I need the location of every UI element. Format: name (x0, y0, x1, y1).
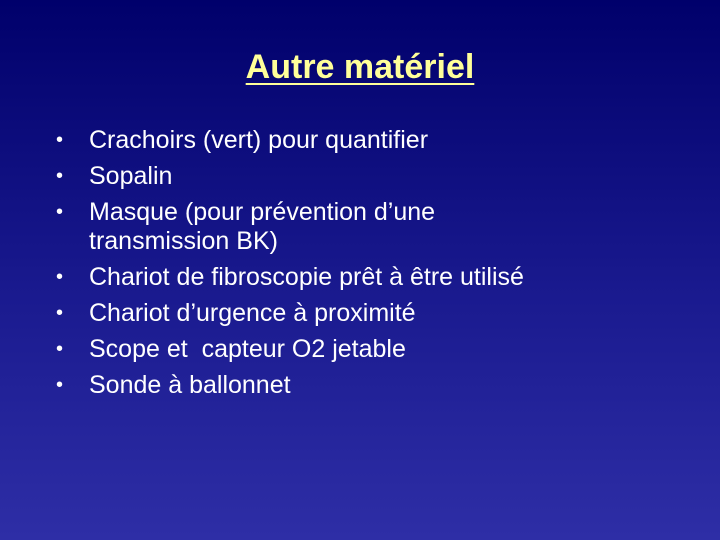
bullet-icon: • (56, 374, 64, 396)
list-item-text: Crachoirs (vert) pour quantifier (89, 126, 429, 154)
slide-title: Autre matériel (245, 48, 475, 86)
list-item-text: Chariot d’urgence à proximité (89, 299, 416, 327)
list-item-text: Scope et capteur O2 jetable (89, 335, 406, 363)
bullet-icon: • (56, 302, 64, 324)
list-item (56, 263, 696, 292)
list-item-text: Sopalin (89, 162, 173, 190)
bullet-icon: • (56, 266, 64, 288)
list-item (56, 162, 696, 191)
bullet-icon: • (56, 129, 64, 151)
list-item (56, 126, 696, 155)
list-item (56, 299, 696, 328)
bullet-icon: • (56, 165, 64, 187)
list-item (56, 198, 696, 256)
list-item-text: Masque (pour prévention d’une transmission BK) (89, 198, 436, 255)
list-item (56, 371, 696, 400)
bullet-icon: • (56, 201, 64, 223)
bullet-icon: • (56, 338, 64, 360)
list-item-text: Chariot de fibroscopie prêt à être utilisé (89, 263, 524, 291)
list-item-text: Sonde à ballonnet (89, 371, 291, 399)
list-item (56, 335, 696, 364)
bullet-list (56, 126, 696, 407)
